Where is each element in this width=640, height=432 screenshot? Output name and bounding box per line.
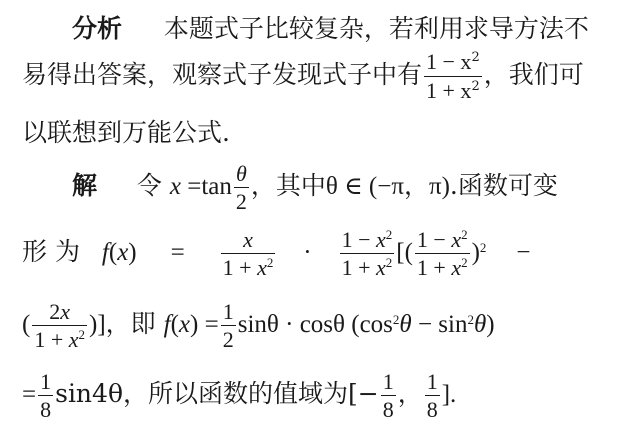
trig-expression: sinθ · cosθ (cos	[237, 311, 393, 339]
range-text: sin4θ，所以函数的值域为[−	[55, 379, 379, 409]
variable-text: .函数可变	[449, 171, 558, 201]
shape-as-text: 形 为	[22, 237, 80, 267]
line-7: = $\frac{1}{8}$ sin4θ，所以函数的值域为[− $\frac{1}{8}$ ， $\frac{1}{8}$ ].	[22, 369, 457, 423]
analysis-text-4: 以联想到万能公式.	[22, 118, 230, 147]
interval-text: θ ∈ (−π，π)	[325, 173, 450, 201]
fraction-1-x2-over-1+x2: $\frac{1 - x^2}{1 + x^2}$	[426, 49, 480, 104]
frac-numerator: 1 − x	[426, 49, 472, 74]
where-text: ，其中	[250, 171, 326, 201]
analysis-text-3: ，我们可	[483, 60, 584, 90]
line-6: ( $\frac{2x}{1 + x^2}$ )]，即 f(x) = $\frac{1}{2}$ sinθ · cosθ $(\cos^2\theta - \sin^2\theta)$	[22, 299, 495, 353]
theta-over-2: $\frac{\theta}{2}$	[235, 161, 247, 215]
analysis-text-1: 本题式子比较复杂，若利用求导方法不	[163, 14, 589, 43]
line-3	[22, 120, 230, 145]
analysis-label: 分析	[72, 14, 123, 43]
namely-text: ，即	[105, 309, 156, 339]
line-1	[72, 16, 589, 41]
analysis-text-2: 易得出答案，观察式子发现式子中有	[22, 60, 423, 90]
let-text: 令	[136, 171, 162, 201]
solution-label: 解	[72, 171, 98, 201]
line-5: 形 为 f(x) = $\frac{x}{1 + x^2}$ · $\frac{1 - x^2}{1 + x^2}$ [( $\frac{1 - x^2}{1 + x^2}$ )$^2$ −	[22, 227, 531, 281]
line-4: 解 令 x =tan $\frac{\theta}{2}$ ，其中θ ∈ (−π，π).函数可变	[72, 161, 558, 215]
line-2	[22, 50, 584, 103]
x-over-1+x2: $\frac{x}{1 + x^2}$	[222, 227, 274, 281]
frac-denominator: 1 + x	[426, 78, 472, 104]
